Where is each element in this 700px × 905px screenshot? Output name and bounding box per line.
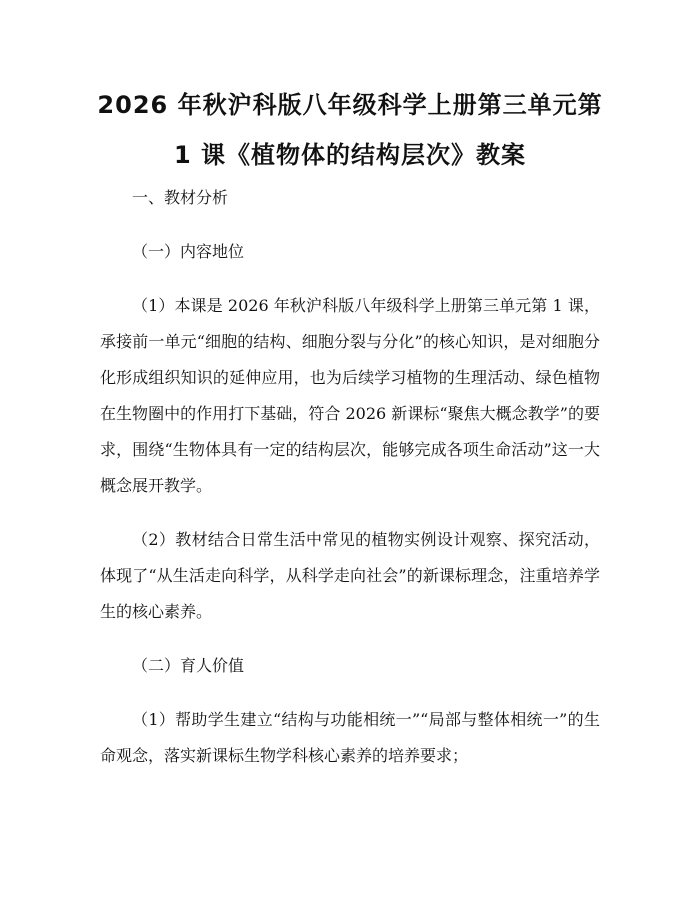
subsection-heading-educational-value: （二）育人价值 bbox=[132, 656, 245, 675]
paragraph-content-position-1: （1）本课是 2026 年秋沪科版八年级科学上册第三单元第 1 课，承接前一单元“细胞的结构、细胞分裂与分化”的核心知识，是对细胞分化形成组织知识的延伸应用，也为后续学习植物的生理活动、绿色植物在生物圈中的作用打下基础，符合 2026 新课标“聚焦大概念教学”的要求，围绕“生物体具有一定的结构层次，能够完成各项生命活动”这一大概念展开教学。 bbox=[100, 296, 600, 495]
document-body bbox=[100, 180, 600, 792]
section-heading-textbook-analysis: 一、教材分析 bbox=[132, 188, 229, 207]
paragraph-educational-value-1: （1）帮助学生建立“结构与功能相统一”“局部与整体相统一”的生命观念，落实新课标生物学科核心素养的培养要求； bbox=[100, 710, 600, 765]
paragraph-content-position-2: （2）教材结合日常生活中常见的植物实例设计观察、探究活动，体现了“从生活走向科学，从科学走向社会”的新课标理念，注重培养学生的核心素养。 bbox=[100, 530, 600, 621]
document-title: 2026 年秋沪科版八年级科学上册第三单元第 1 课《植物体的结构层次》教案 bbox=[97, 91, 603, 169]
subsection-heading-content-position: （一）内容地位 bbox=[132, 242, 245, 261]
